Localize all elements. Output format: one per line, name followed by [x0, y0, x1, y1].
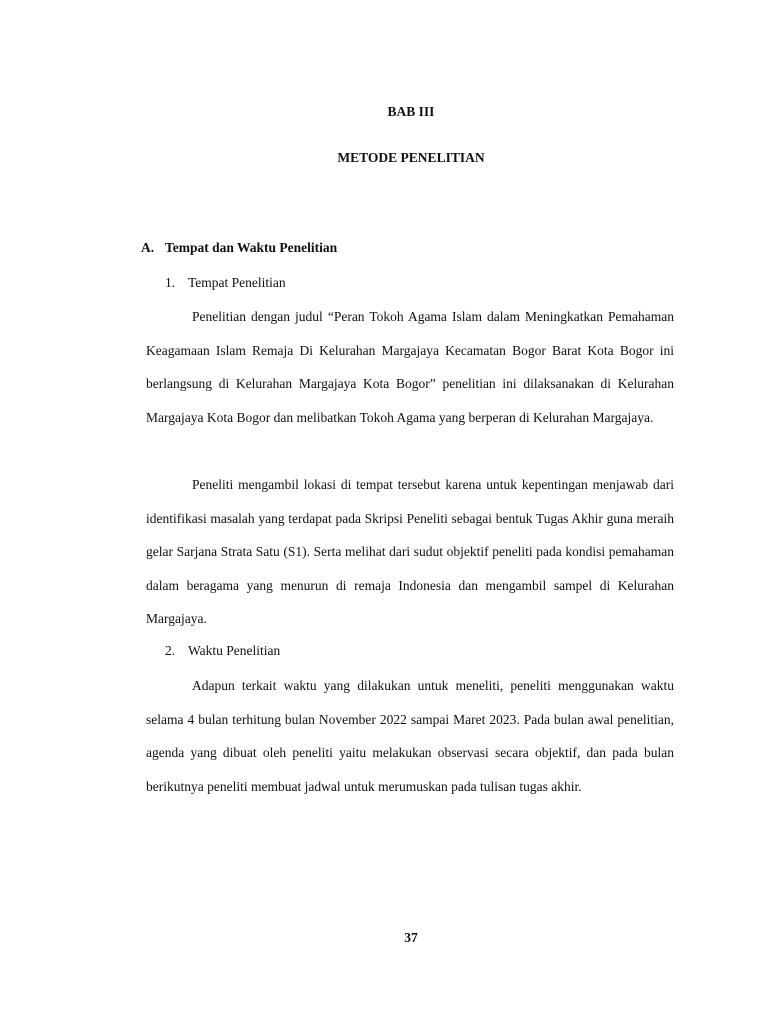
- subheading-waktu: [165, 643, 280, 659]
- subheading-marker: 2.: [165, 643, 176, 658]
- subheading-text: Tempat Penelitian: [188, 275, 286, 290]
- paragraph-text: Peneliti mengambil lokasi di tempat tersebut karena untuk kepentingan menjawab dari identifikasi masalah yang terdapat pada Skripsi Peneliti sebagai bentuk Tugas Akhir guna meraih gelar Sarjana Strata Satu (S1). Serta melihat dari sudut objektif peneliti pada kondisi pemahaman dalam beragama yang menurun di remaja Indonesia dan mengambil sampel di Kelurahan Margajaya.: [146, 477, 674, 626]
- subheading-text: Waktu Penelitian: [188, 643, 281, 658]
- chapter-number: BAB III: [387, 104, 435, 119]
- paragraph: [146, 300, 674, 434]
- subheading-marker: 1.: [165, 275, 176, 290]
- section-heading-text: Tempat dan Waktu Penelitian: [165, 240, 338, 255]
- section-heading-a: [141, 240, 337, 256]
- paragraph: [146, 468, 674, 636]
- chapter-title: METODE PENELITIAN: [337, 150, 485, 165]
- paragraph: [146, 669, 674, 803]
- paragraph-text: Penelitian dengan judul “Peran Tokoh Agama Islam dalam Meningkatkan Pemahaman Keagamaan Islam Remaja Di Kelurahan Margajaya Kecamatan Bogor Barat Kota Bogor ini berlangsung di Kelurahan Margajaya Kota Bogor” penelitian ini dilaksanakan di Kelurahan Margajaya Kota Bogor dan melibatkan Tokoh Agama yang berperan di Kelurahan Margajaya.: [146, 309, 674, 425]
- subheading-tempat: [165, 275, 286, 291]
- paragraph-text: Adapun terkait waktu yang dilakukan untuk meneliti, peneliti menggunakan waktu selama 4 bulan terhitung bulan November 2022 sampai Maret 2023. Pada bulan awal penelitian, agenda yang dibuat oleh peneliti yaitu melakukan observasi secara objektif, dan pada bulan berikutnya peneliti membuat jadwal untuk merumuskan pada tulisan tugas akhir.: [146, 678, 674, 794]
- section-marker: A.: [141, 240, 155, 255]
- page-number: 37: [404, 930, 418, 945]
